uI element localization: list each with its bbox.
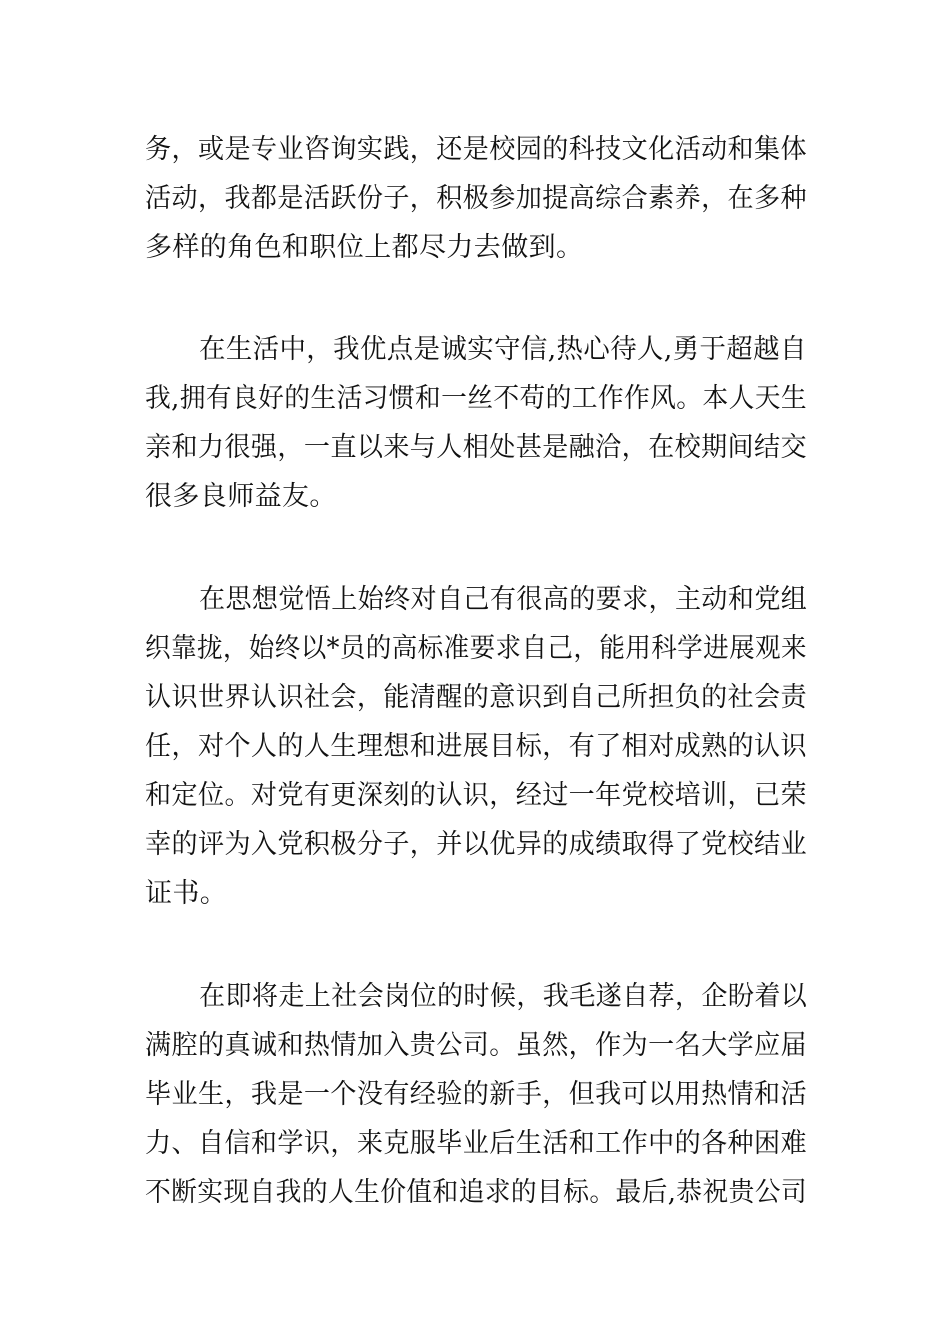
text-line: 力、自信和学识，来克服毕业后生活和工作中的各种困难: [145, 1128, 807, 1159]
text-line: 在生活中，我优点是诚实守信,热心待人,勇于超越自: [199, 334, 807, 365]
text-line: 满腔的真诚和热情加入贵公司。虽然，作为一名大学应届: [145, 1030, 807, 1061]
text-line: 不断实现自我的人生价值和追求的目标。最后,恭祝贵公司: [145, 1177, 807, 1208]
text-line: 我,拥有良好的生活习惯和一丝不苟的工作作风。本人天生: [145, 383, 807, 414]
text-line: 幸的评为入党积极分子，并以优异的成绩取得了党校结业: [145, 829, 807, 860]
text-line: 证书。: [145, 878, 228, 909]
text-line: 在即将走上社会岗位的时候，我毛遂自荐，企盼着以: [199, 981, 808, 1012]
text-line: 活动，我都是活跃份子，积极参加提高综合素养，在多种: [145, 183, 807, 214]
text-line: 和定位。对党有更深刻的认识，经过一年党校培训，已荣: [145, 780, 807, 811]
text-line: 务，或是专业咨询实践，还是校园的科技文化活动和集体: [145, 134, 807, 165]
text-line: 织靠拢，始终以*员的高标准要求自己，能用科学进展观来: [145, 633, 807, 664]
text-line: 任，对个人的人生理想和进展目标，有了相对成熟的认识: [145, 731, 807, 762]
text-line: 认识世界认识社会，能清醒的意识到自己所担负的社会责: [145, 682, 807, 713]
text-line: 很多良师益友。: [145, 481, 337, 512]
text-line: 在思想觉悟上始终对自己有很高的要求，主动和党组: [199, 584, 808, 615]
text-line: 亲和力很强，一直以来与人相处甚是融洽，在校期间结交: [145, 432, 807, 463]
text-line: 毕业生，我是一个没有经验的新手，但我可以用热情和活: [145, 1079, 807, 1110]
text-line: 多样的角色和职位上都尽力去做到。: [145, 232, 584, 263]
